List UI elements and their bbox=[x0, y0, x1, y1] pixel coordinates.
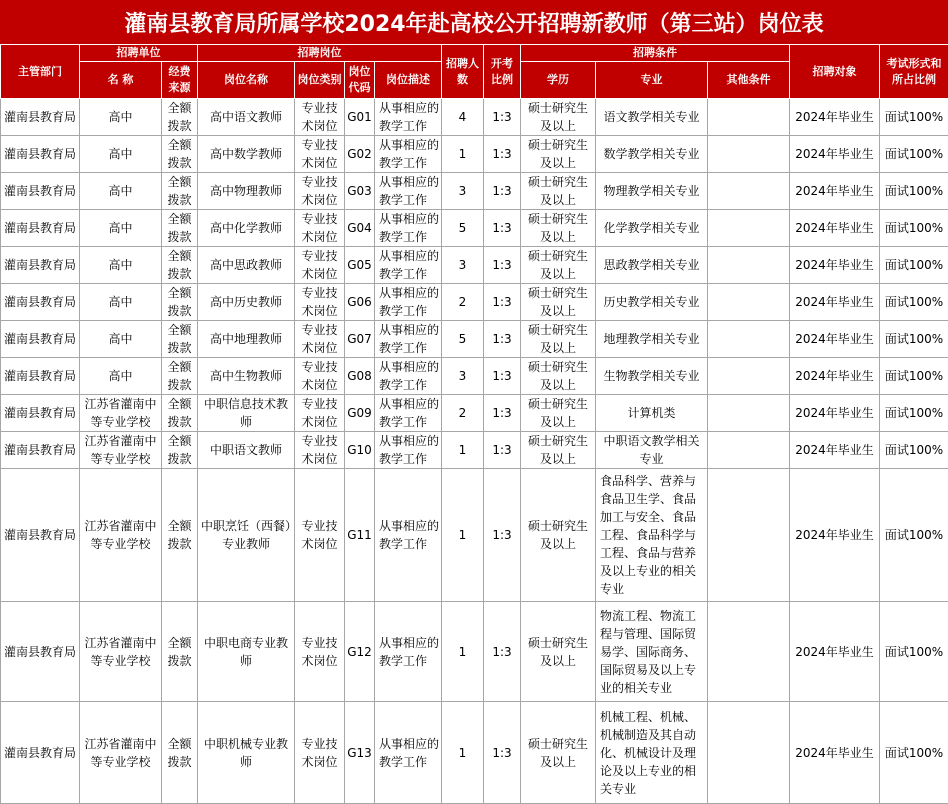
post-name-cell: 高中物理教师 bbox=[198, 173, 295, 210]
major-cell: 历史教学相关专业 bbox=[596, 284, 708, 321]
other-cell bbox=[708, 602, 790, 702]
dept-cell: 灌南县教育局 bbox=[1, 173, 80, 210]
target-cell: 2024年毕业生 bbox=[790, 358, 880, 395]
count-cell: 1 bbox=[442, 469, 484, 602]
ratio-cell: 1:3 bbox=[484, 284, 521, 321]
exam-cell: 面试100% bbox=[880, 395, 948, 432]
major-cell: 食品科学、营养与食品卫生学、食品加工与安全、食品工程、食品科学与工程、食品与营养及以上专业的相关专业 bbox=[596, 469, 708, 602]
unit-cell: 江苏省灌南中等专业学校 bbox=[80, 432, 162, 469]
count-cell: 1 bbox=[442, 602, 484, 702]
ratio-cell: 1:3 bbox=[484, 321, 521, 358]
header-other: 其他条件 bbox=[708, 62, 790, 99]
table-row bbox=[1, 284, 948, 321]
post-name-cell: 高中化学教师 bbox=[198, 210, 295, 247]
funding-cell: 全额拨款 bbox=[162, 702, 198, 804]
dept-cell: 灌南县教育局 bbox=[1, 602, 80, 702]
post-type-cell: 专业技术岗位 bbox=[295, 395, 345, 432]
post-desc-cell: 从事相应的教学工作 bbox=[375, 321, 442, 358]
post-desc-cell: 从事相应的教学工作 bbox=[375, 602, 442, 702]
dept-cell: 灌南县教育局 bbox=[1, 210, 80, 247]
funding-cell: 全额拨款 bbox=[162, 136, 198, 173]
post-desc-cell: 从事相应的教学工作 bbox=[375, 247, 442, 284]
post-type-cell: 专业技术岗位 bbox=[295, 210, 345, 247]
unit-cell: 高中 bbox=[80, 173, 162, 210]
dept-cell: 灌南县教育局 bbox=[1, 99, 80, 136]
target-cell: 2024年毕业生 bbox=[790, 284, 880, 321]
exam-cell: 面试100% bbox=[880, 432, 948, 469]
post-type-cell: 专业技术岗位 bbox=[295, 321, 345, 358]
header-funding: 经费来源 bbox=[162, 62, 198, 99]
post-name-cell: 高中地理教师 bbox=[198, 321, 295, 358]
exam-cell: 面试100% bbox=[880, 136, 948, 173]
funding-cell: 全额拨款 bbox=[162, 173, 198, 210]
table-row bbox=[1, 173, 948, 210]
major-cell: 中职语文教学相关专业 bbox=[596, 432, 708, 469]
post-name-cell: 高中历史教师 bbox=[198, 284, 295, 321]
count-cell: 1 bbox=[442, 136, 484, 173]
post-desc-cell: 从事相应的教学工作 bbox=[375, 395, 442, 432]
target-cell: 2024年毕业生 bbox=[790, 432, 880, 469]
post-desc-cell: 从事相应的教学工作 bbox=[375, 432, 442, 469]
other-cell bbox=[708, 702, 790, 804]
count-cell: 2 bbox=[442, 284, 484, 321]
post-desc-cell: 从事相应的教学工作 bbox=[375, 469, 442, 602]
other-cell bbox=[708, 99, 790, 136]
count-cell: 5 bbox=[442, 210, 484, 247]
education-cell: 硕士研究生及以上 bbox=[521, 284, 596, 321]
dept-cell: 灌南县教育局 bbox=[1, 432, 80, 469]
post-type-cell: 专业技术岗位 bbox=[295, 432, 345, 469]
header-count: 招聘人数 bbox=[442, 45, 484, 99]
funding-cell: 全额拨款 bbox=[162, 469, 198, 602]
dept-cell: 灌南县教育局 bbox=[1, 247, 80, 284]
header-conditions: 招聘条件 bbox=[521, 45, 790, 62]
education-cell: 硕士研究生及以上 bbox=[521, 321, 596, 358]
education-cell: 硕士研究生及以上 bbox=[521, 136, 596, 173]
ratio-cell: 1:3 bbox=[484, 136, 521, 173]
target-cell: 2024年毕业生 bbox=[790, 321, 880, 358]
post-name-cell: 高中思政教师 bbox=[198, 247, 295, 284]
exam-cell: 面试100% bbox=[880, 469, 948, 602]
unit-cell: 高中 bbox=[80, 284, 162, 321]
major-cell: 化学教学相关专业 bbox=[596, 210, 708, 247]
post-name-cell: 中职语文教师 bbox=[198, 432, 295, 469]
post-code-cell: G10 bbox=[345, 432, 375, 469]
target-cell: 2024年毕业生 bbox=[790, 469, 880, 602]
dept-cell: 灌南县教育局 bbox=[1, 702, 80, 804]
ratio-cell: 1:3 bbox=[484, 469, 521, 602]
header-post-code: 岗位代码 bbox=[345, 62, 375, 99]
exam-cell: 面试100% bbox=[880, 247, 948, 284]
ratio-cell: 1:3 bbox=[484, 173, 521, 210]
unit-cell: 江苏省灌南中等专业学校 bbox=[80, 602, 162, 702]
post-type-cell: 专业技术岗位 bbox=[295, 469, 345, 602]
header-education: 学历 bbox=[521, 62, 596, 99]
exam-cell: 面试100% bbox=[880, 99, 948, 136]
post-desc-cell: 从事相应的教学工作 bbox=[375, 99, 442, 136]
funding-cell: 全额拨款 bbox=[162, 284, 198, 321]
header-target: 招聘对象 bbox=[790, 45, 880, 99]
ratio-cell: 1:3 bbox=[484, 702, 521, 804]
post-type-cell: 专业技术岗位 bbox=[295, 358, 345, 395]
target-cell: 2024年毕业生 bbox=[790, 395, 880, 432]
post-desc-cell: 从事相应的教学工作 bbox=[375, 284, 442, 321]
target-cell: 2024年毕业生 bbox=[790, 99, 880, 136]
table-row bbox=[1, 136, 948, 173]
unit-cell: 高中 bbox=[80, 247, 162, 284]
exam-cell: 面试100% bbox=[880, 173, 948, 210]
other-cell bbox=[708, 210, 790, 247]
dept-cell: 灌南县教育局 bbox=[1, 284, 80, 321]
post-name-cell: 中职信息技术教师 bbox=[198, 395, 295, 432]
ratio-cell: 1:3 bbox=[484, 210, 521, 247]
other-cell bbox=[708, 173, 790, 210]
unit-cell: 高中 bbox=[80, 210, 162, 247]
post-code-cell: G08 bbox=[345, 358, 375, 395]
exam-cell: 面试100% bbox=[880, 284, 948, 321]
major-cell: 物流工程、物流工程与管理、国际贸易学、国际商务、国际贸易及以上专业的相关专业 bbox=[596, 602, 708, 702]
other-cell bbox=[708, 136, 790, 173]
post-code-cell: G04 bbox=[345, 210, 375, 247]
exam-cell: 面试100% bbox=[880, 321, 948, 358]
table-row bbox=[1, 469, 948, 602]
education-cell: 硕士研究生及以上 bbox=[521, 702, 596, 804]
education-cell: 硕士研究生及以上 bbox=[521, 358, 596, 395]
post-type-cell: 专业技术岗位 bbox=[295, 602, 345, 702]
target-cell: 2024年毕业生 bbox=[790, 173, 880, 210]
dept-cell: 灌南县教育局 bbox=[1, 136, 80, 173]
post-code-cell: G07 bbox=[345, 321, 375, 358]
header-post: 招聘岗位 bbox=[198, 45, 442, 62]
post-code-cell: G13 bbox=[345, 702, 375, 804]
count-cell: 3 bbox=[442, 247, 484, 284]
education-cell: 硕士研究生及以上 bbox=[521, 210, 596, 247]
count-cell: 3 bbox=[442, 173, 484, 210]
funding-cell: 全额拨款 bbox=[162, 602, 198, 702]
post-name-cell: 高中生物教师 bbox=[198, 358, 295, 395]
education-cell: 硕士研究生及以上 bbox=[521, 247, 596, 284]
header-post-name: 岗位名称 bbox=[198, 62, 295, 99]
target-cell: 2024年毕业生 bbox=[790, 247, 880, 284]
header-dept: 主管部门 bbox=[1, 45, 80, 99]
target-cell: 2024年毕业生 bbox=[790, 136, 880, 173]
post-code-cell: G06 bbox=[345, 284, 375, 321]
dept-cell: 灌南县教育局 bbox=[1, 395, 80, 432]
table-row bbox=[1, 321, 948, 358]
education-cell: 硕士研究生及以上 bbox=[521, 395, 596, 432]
education-cell: 硕士研究生及以上 bbox=[521, 602, 596, 702]
table-row bbox=[1, 99, 948, 136]
unit-cell: 高中 bbox=[80, 358, 162, 395]
header-major: 专业 bbox=[596, 62, 708, 99]
header-ratio: 开考比例 bbox=[484, 45, 521, 99]
post-name-cell: 中职电商专业教师 bbox=[198, 602, 295, 702]
table-row bbox=[1, 702, 948, 804]
post-code-cell: G05 bbox=[345, 247, 375, 284]
major-cell: 生物教学相关专业 bbox=[596, 358, 708, 395]
header-post-type: 岗位类别 bbox=[295, 62, 345, 99]
funding-cell: 全额拨款 bbox=[162, 210, 198, 247]
funding-cell: 全额拨款 bbox=[162, 432, 198, 469]
count-cell: 3 bbox=[442, 358, 484, 395]
unit-cell: 高中 bbox=[80, 136, 162, 173]
post-desc-cell: 从事相应的教学工作 bbox=[375, 210, 442, 247]
count-cell: 1 bbox=[442, 702, 484, 804]
post-type-cell: 专业技术岗位 bbox=[295, 99, 345, 136]
post-type-cell: 专业技术岗位 bbox=[295, 136, 345, 173]
post-name-cell: 高中数学教师 bbox=[198, 136, 295, 173]
unit-cell: 江苏省灌南中等专业学校 bbox=[80, 702, 162, 804]
major-cell: 语文教学相关专业 bbox=[596, 99, 708, 136]
funding-cell: 全额拨款 bbox=[162, 247, 198, 284]
header-unit-name: 名 称 bbox=[80, 62, 162, 99]
header-unit: 招聘单位 bbox=[80, 45, 198, 62]
funding-cell: 全额拨款 bbox=[162, 99, 198, 136]
unit-cell: 江苏省灌南中等专业学校 bbox=[80, 395, 162, 432]
ratio-cell: 1:3 bbox=[484, 358, 521, 395]
other-cell bbox=[708, 469, 790, 602]
other-cell bbox=[708, 321, 790, 358]
exam-cell: 面试100% bbox=[880, 702, 948, 804]
funding-cell: 全额拨款 bbox=[162, 321, 198, 358]
other-cell bbox=[708, 395, 790, 432]
recruitment-table bbox=[0, 44, 948, 804]
other-cell bbox=[708, 247, 790, 284]
target-cell: 2024年毕业生 bbox=[790, 702, 880, 804]
post-code-cell: G03 bbox=[345, 173, 375, 210]
ratio-cell: 1:3 bbox=[484, 395, 521, 432]
other-cell bbox=[708, 358, 790, 395]
post-desc-cell: 从事相应的教学工作 bbox=[375, 358, 442, 395]
funding-cell: 全额拨款 bbox=[162, 358, 198, 395]
post-type-cell: 专业技术岗位 bbox=[295, 702, 345, 804]
unit-cell: 高中 bbox=[80, 99, 162, 136]
count-cell: 5 bbox=[442, 321, 484, 358]
dept-cell: 灌南县教育局 bbox=[1, 358, 80, 395]
major-cell: 地理教学相关专业 bbox=[596, 321, 708, 358]
dept-cell: 灌南县教育局 bbox=[1, 321, 80, 358]
other-cell bbox=[708, 432, 790, 469]
dept-cell: 灌南县教育局 bbox=[1, 469, 80, 602]
ratio-cell: 1:3 bbox=[484, 432, 521, 469]
post-desc-cell: 从事相应的教学工作 bbox=[375, 173, 442, 210]
table-row bbox=[1, 247, 948, 284]
table-row bbox=[1, 432, 948, 469]
post-code-cell: G09 bbox=[345, 395, 375, 432]
exam-cell: 面试100% bbox=[880, 358, 948, 395]
exam-cell: 面试100% bbox=[880, 210, 948, 247]
education-cell: 硕士研究生及以上 bbox=[521, 469, 596, 602]
post-desc-cell: 从事相应的教学工作 bbox=[375, 702, 442, 804]
major-cell: 物理教学相关专业 bbox=[596, 173, 708, 210]
count-cell: 2 bbox=[442, 395, 484, 432]
education-cell: 硕士研究生及以上 bbox=[521, 99, 596, 136]
funding-cell: 全额拨款 bbox=[162, 395, 198, 432]
count-cell: 4 bbox=[442, 99, 484, 136]
page-title: 灌南县教育局所属学校2024年赴高校公开招聘新教师（第三站）岗位表 bbox=[0, 0, 948, 44]
post-name-cell: 中职机械专业教师 bbox=[198, 702, 295, 804]
post-type-cell: 专业技术岗位 bbox=[295, 247, 345, 284]
count-cell: 1 bbox=[442, 432, 484, 469]
post-name-cell: 中职烹饪（西餐）专业教师 bbox=[198, 469, 295, 602]
table-row bbox=[1, 395, 948, 432]
target-cell: 2024年毕业生 bbox=[790, 210, 880, 247]
table-row bbox=[1, 358, 948, 395]
post-type-cell: 专业技术岗位 bbox=[295, 284, 345, 321]
post-code-cell: G01 bbox=[345, 99, 375, 136]
post-desc-cell: 从事相应的教学工作 bbox=[375, 136, 442, 173]
exam-cell: 面试100% bbox=[880, 602, 948, 702]
major-cell: 计算机类 bbox=[596, 395, 708, 432]
major-cell: 数学教学相关专业 bbox=[596, 136, 708, 173]
ratio-cell: 1:3 bbox=[484, 602, 521, 702]
post-type-cell: 专业技术岗位 bbox=[295, 173, 345, 210]
other-cell bbox=[708, 284, 790, 321]
education-cell: 硕士研究生及以上 bbox=[521, 173, 596, 210]
ratio-cell: 1:3 bbox=[484, 247, 521, 284]
table-row bbox=[1, 210, 948, 247]
education-cell: 硕士研究生及以上 bbox=[521, 432, 596, 469]
major-cell: 思政教学相关专业 bbox=[596, 247, 708, 284]
post-name-cell: 高中语文教师 bbox=[198, 99, 295, 136]
target-cell: 2024年毕业生 bbox=[790, 602, 880, 702]
post-code-cell: G12 bbox=[345, 602, 375, 702]
header-post-desc: 岗位描述 bbox=[375, 62, 442, 99]
unit-cell: 江苏省灌南中等专业学校 bbox=[80, 469, 162, 602]
post-code-cell: G11 bbox=[345, 469, 375, 602]
post-code-cell: G02 bbox=[345, 136, 375, 173]
major-cell: 机械工程、机械、机械制造及其自动化、机械设计及理论及以上专业的相关专业 bbox=[596, 702, 708, 804]
header-exam: 考试形式和所占比例 bbox=[880, 45, 948, 99]
table-row bbox=[1, 602, 948, 702]
ratio-cell: 1:3 bbox=[484, 99, 521, 136]
unit-cell: 高中 bbox=[80, 321, 162, 358]
